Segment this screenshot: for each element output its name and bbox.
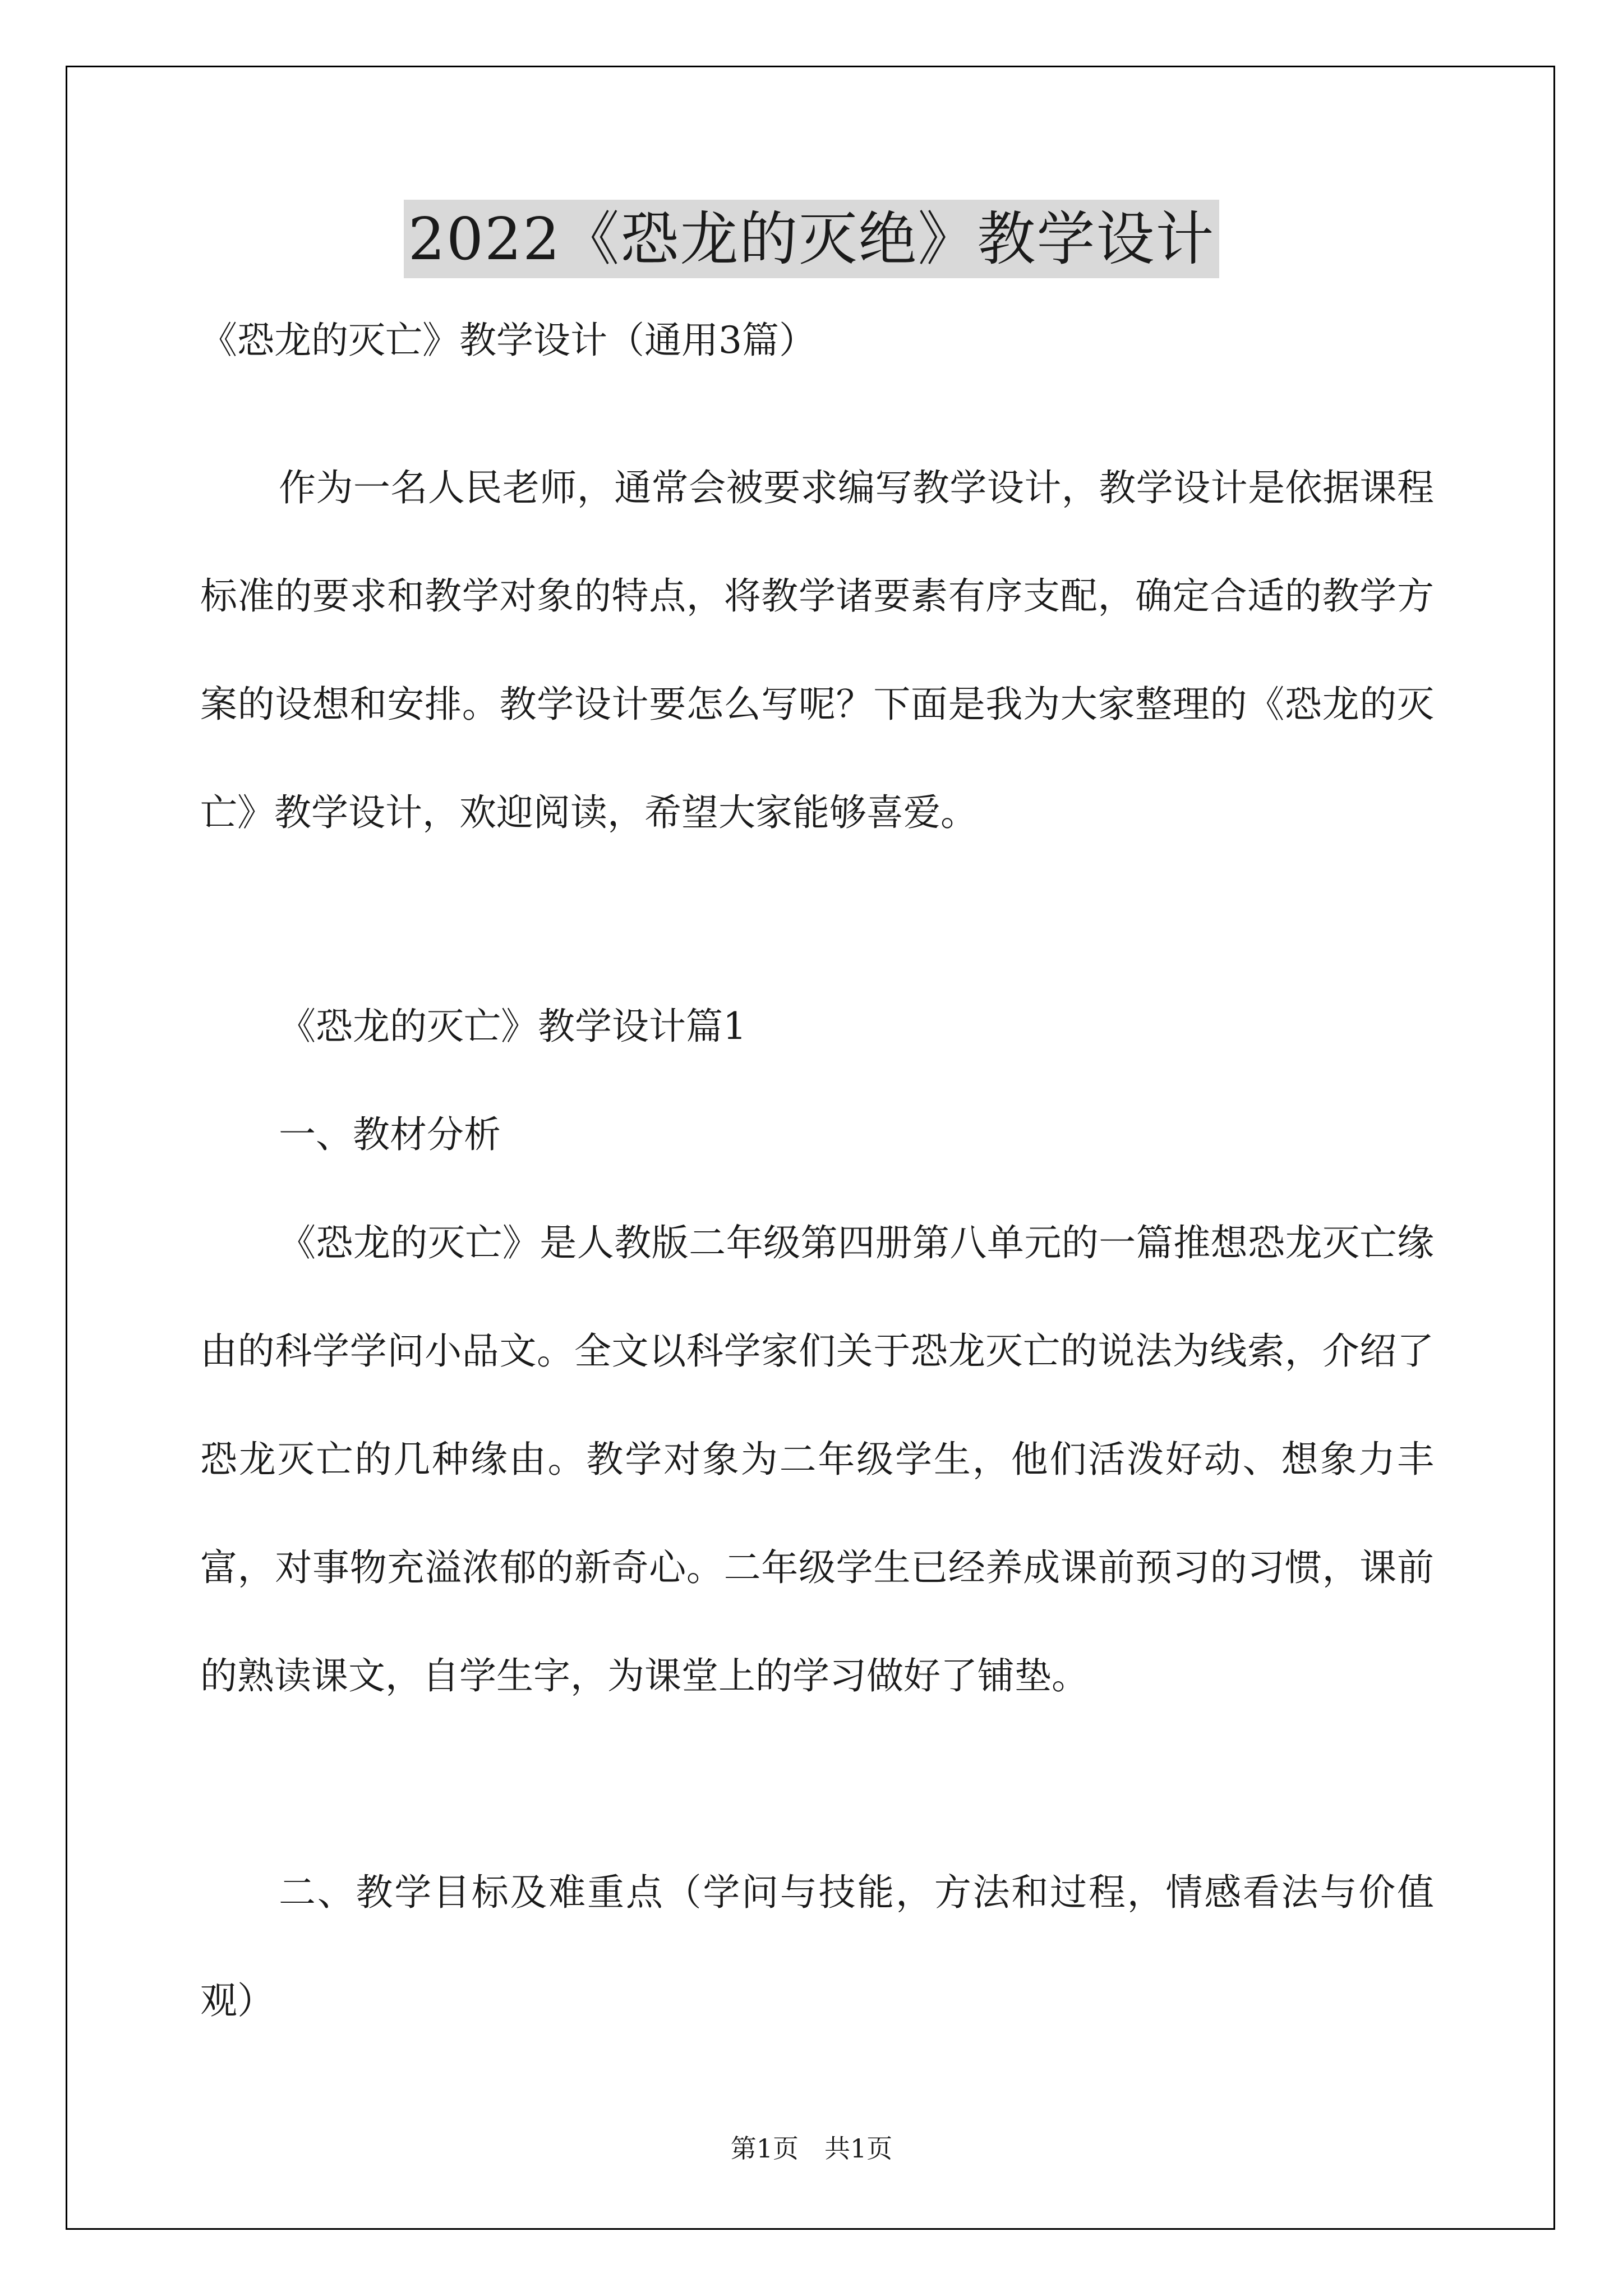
document-subtitle: 《恐龙的灭亡》教学设计（通用3篇） xyxy=(200,319,816,362)
document-title: 2022《恐龙的灭绝》教学设计 xyxy=(404,200,1220,278)
title-container xyxy=(0,200,1623,278)
part1-heading: 《恐龙的灭亡》教学设计篇1 xyxy=(279,1005,746,1048)
section2-heading: 二、教学目标及难重点（学问与技能，方法和过程，情感看法与价值观） xyxy=(200,1871,1434,2022)
page-footer: 第1页 共1页 xyxy=(730,2133,893,2164)
section1-paragraph: 《恐龙的灭亡》是人教版二年级第四册第八单元的一篇推想恐龙灭亡缘由的科学学问小品文。全文以科学家们关于恐龙灭亡的说法为线索，介绍了恐龙灭亡的几种缘由。教学对象为二年级学生，他们活泼好动、想象力丰富，对事物充溢浓郁的新奇心。二年级学生已经养成课前预习的习惯，课前的熟读课文，自学生字，为课堂上的学习做好了铺垫。 xyxy=(200,1221,1434,1697)
intro-paragraph: 作为一名人民老师，通常会被要求编写教学设计，教学设计是依据课程标准的要求和教学对象的特点，将教学诸要素有序支配，确定合适的教学方案的设想和安排。教学设计要怎么写呢？下面是我为大家整理的《恐龙的灭亡》教学设计，欢迎阅读，希望大家能够喜爱。 xyxy=(200,466,1434,834)
section1-heading: 一、教材分析 xyxy=(279,1113,501,1156)
